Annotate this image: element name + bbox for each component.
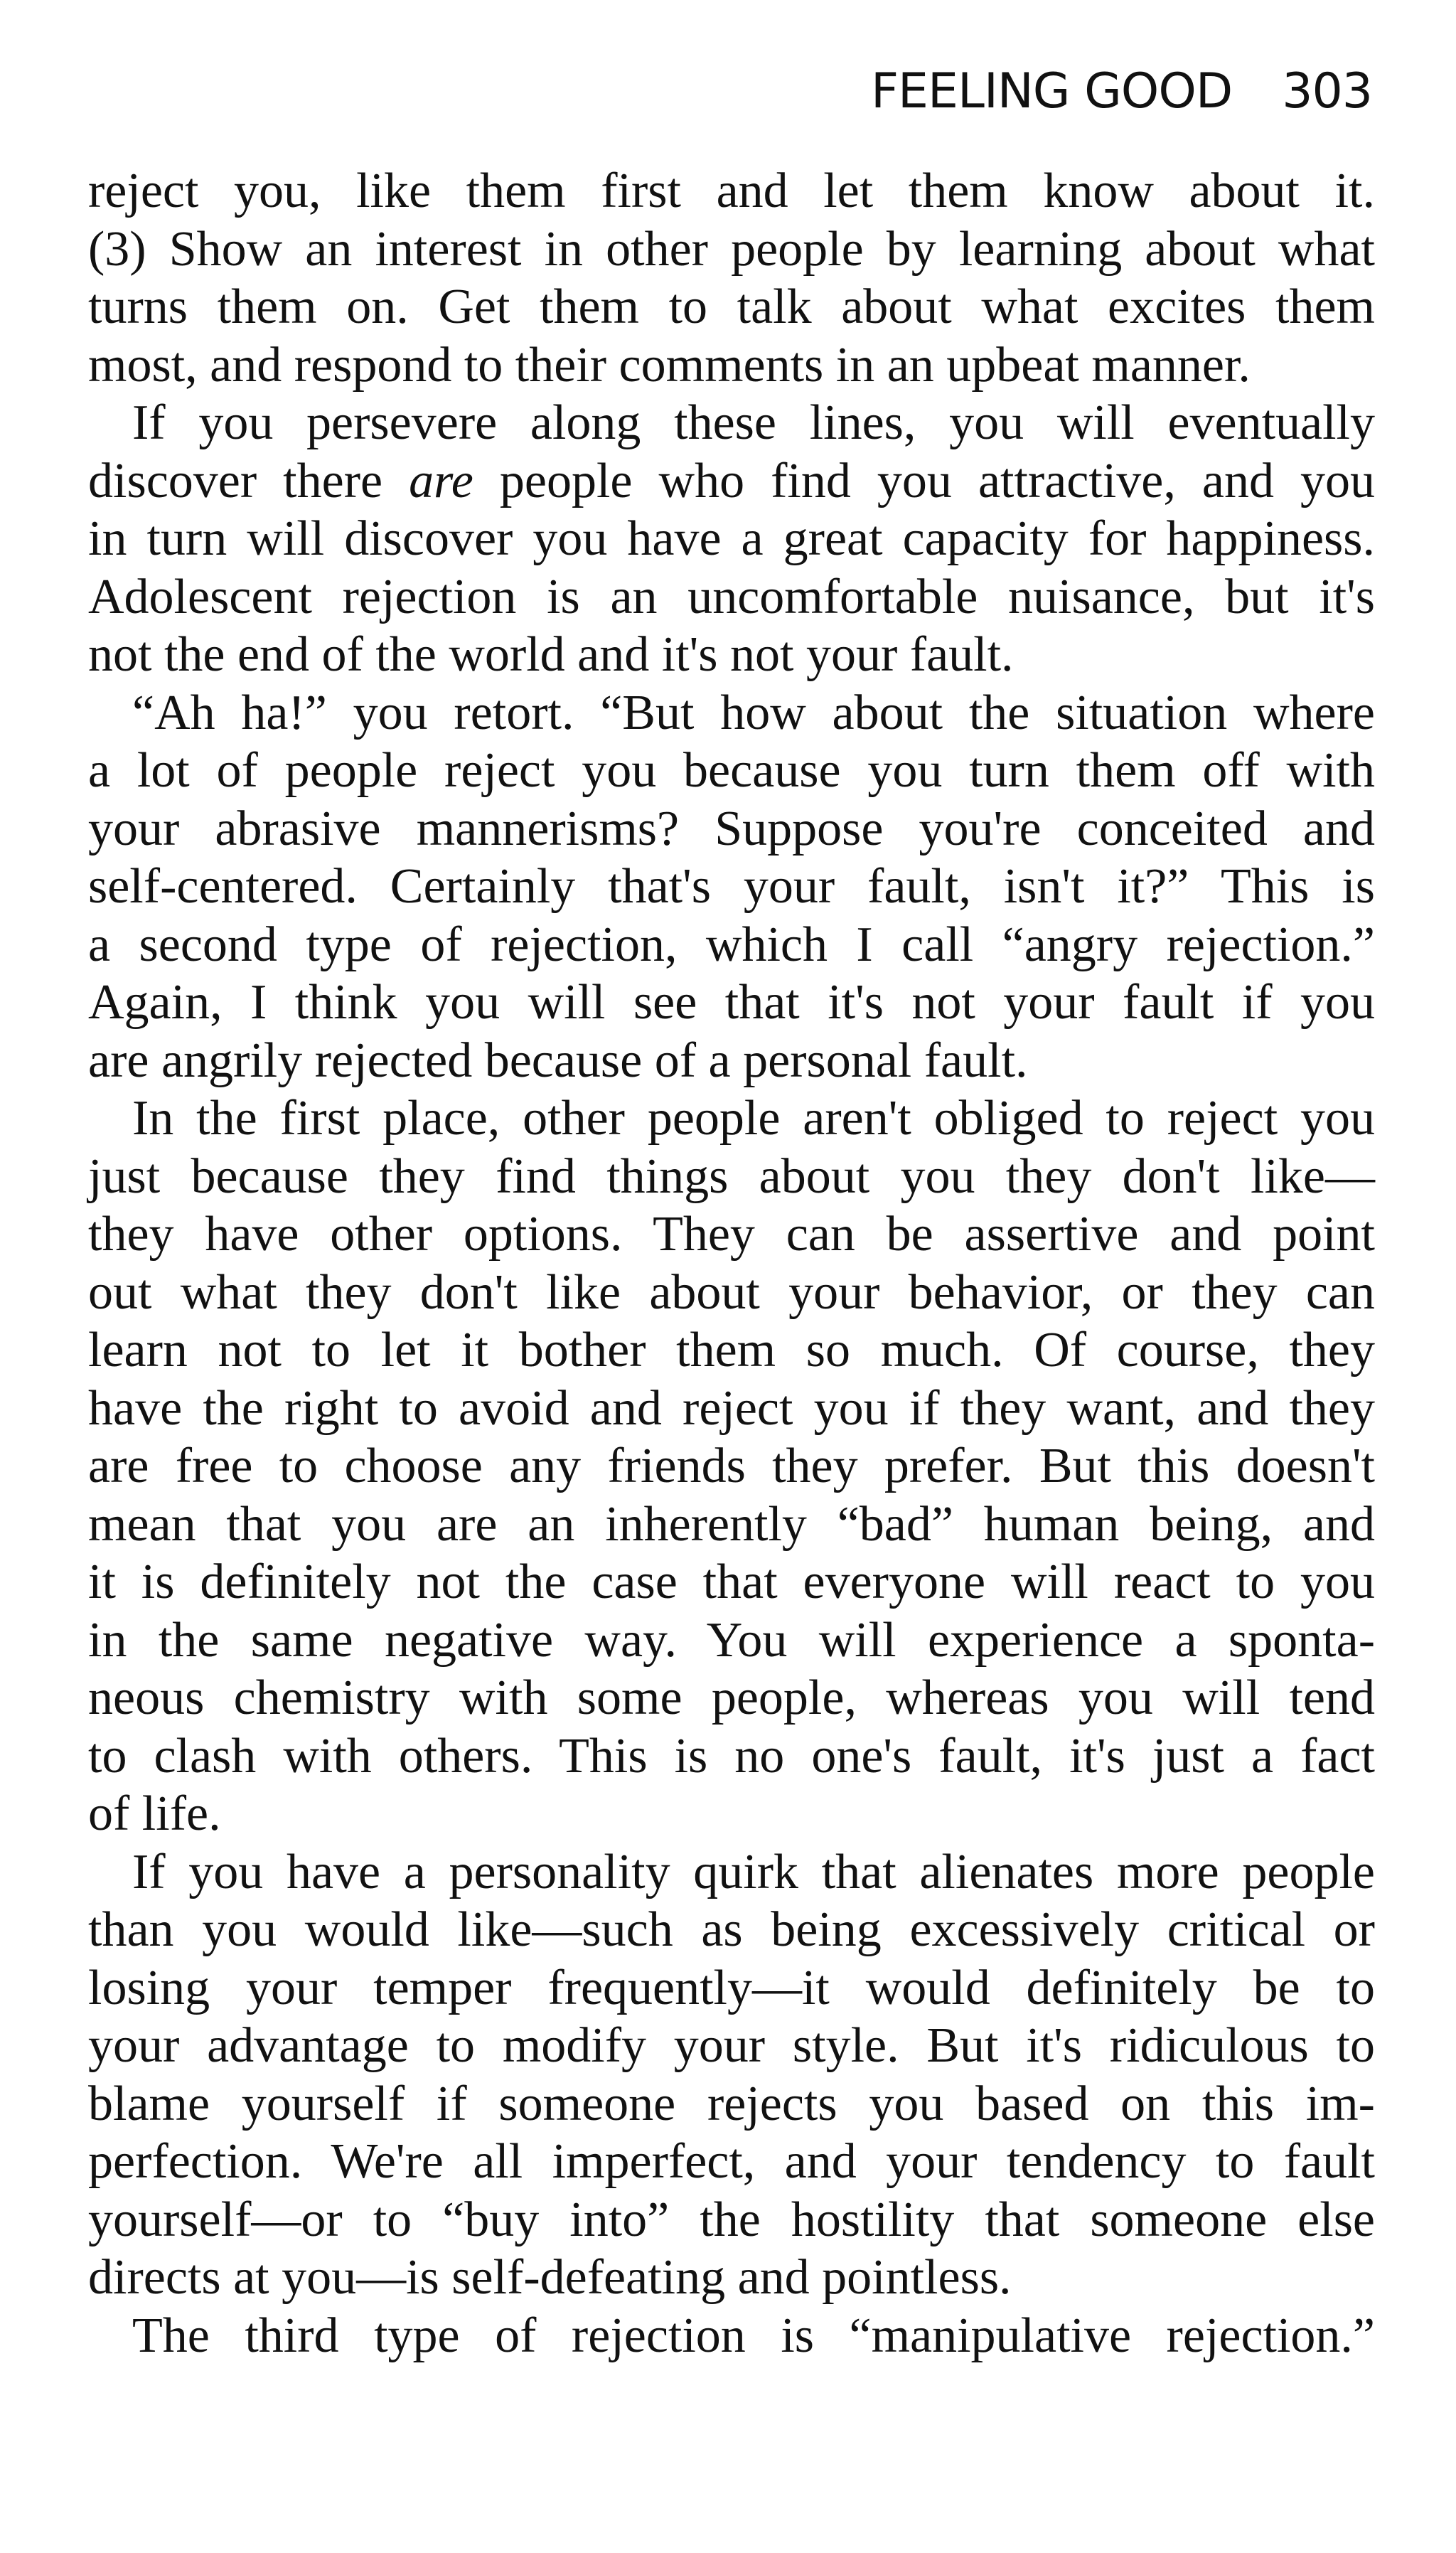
text-line: than you would like—such as being excessively critical or [88,1902,1375,1957]
page-number: 303 [1282,63,1372,119]
text-line: In the first place, other people aren't obliged to reject you [132,1091,1375,1146]
body-text [88,162,1375,2365]
text-line: losing your temper frequently—it would definitely be to [88,1960,1375,2015]
text-line: yourself—or to “buy into” the hostility that someone else [88,2192,1375,2247]
text-line: in turn will discover you have a great capacity for happiness. [88,511,1375,566]
text-line: If you persevere along these lines, you will eventually [132,395,1375,450]
text-line: discover there are people who find you attractive, and you [88,453,1375,508]
text-line: self-centered. Certainly that's your fault, isn't it?” This is [88,859,1375,914]
text-line: Adolescent rejection is an uncomfortable nuisance, but it's [88,569,1375,624]
text-line: have the right to avoid and reject you if they want, and they [88,1380,1375,1436]
text-line: neous chemistry with some people, whereas you will tend [88,1670,1375,1725]
text-line: your abrasive mannerisms? Suppose you're conceited and [88,801,1375,856]
running-head [870,63,1372,119]
text-line: blame yourself if someone rejects you based on this im- [88,2076,1375,2131]
text-line: in the same negative way. You will experience a sponta- [88,1612,1375,1668]
text-line: your advantage to modify your style. But it's ridiculous to [88,2018,1375,2073]
text-line: perfection. We're all imperfect, and your tendency to fault [88,2134,1375,2189]
text-line: (3) Show an interest in other people by learning about what [88,221,1375,277]
text-line: The third type of rejection is “manipulative rejection.” [132,2308,1375,2363]
text-line: a lot of people reject you because you turn them off with [88,743,1375,798]
text-line: If you have a personality quirk that alienates more people [132,1844,1375,1899]
text-line: not the end of the world and it's not your fault. [88,627,1014,682]
text-line: turns them on. Get them to talk about what excites them [88,279,1375,334]
text-line: a second type of rejection, which I call “angry rejection.” [88,917,1375,972]
text-line: are angrily rejected because of a personal fault. [88,1033,1028,1088]
text-line: learn not to let it bother them so much. Of course, they [88,1323,1375,1377]
text-line: they have other options. They can be assertive and point [88,1207,1375,1262]
text-line: to clash with others. This is no one's fault, it's just a fact [88,1728,1375,1784]
text-line: out what they don't like about your behavior, or they can [88,1264,1375,1320]
text-line: reject you, like them first and let them know about it. [88,164,1375,218]
text-line: just because they find things about you they don't like— [88,1148,1375,1204]
text-line: Again, I think you will see that it's not your fault if you [88,975,1375,1030]
text-line: it is definitely not the case that everyone will react to you [88,1555,1375,1609]
running-head-title: FEELING GOOD [870,63,1233,119]
text-line: “Ah ha!” you retort. “But how about the situation where [132,685,1375,740]
text-line: of life. [88,1786,221,1841]
text-line: most, and respond to their comments in an upbeat manner. [88,337,1251,393]
text-line: directs at you—is self-defeating and pointless. [88,2250,1012,2305]
text-line: are free to choose any friends they prefer. But this doesn't [88,1439,1375,1493]
text-line: mean that you are an inherently “bad” human being, and [88,1496,1375,1552]
